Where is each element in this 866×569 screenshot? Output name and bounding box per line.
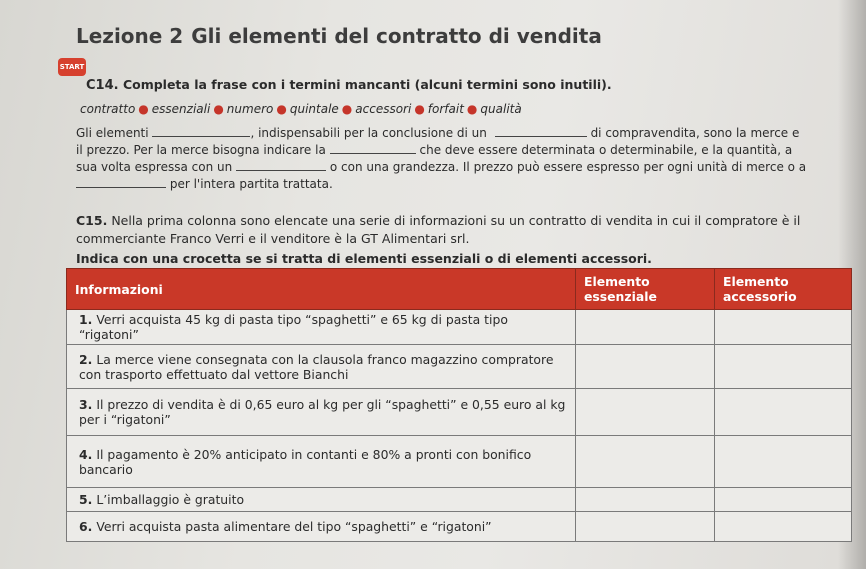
start-badge: START (58, 58, 86, 76)
bullet-icon: ● (414, 102, 425, 116)
row-text: Il prezzo di vendita è di 0,65 euro al kg per gli “spaghetti” e 0,55 euro al kg per i “rigatoni” (79, 397, 566, 427)
cloze-text: o con una grandezza. Il prezzo può essere espresso per ogni unità di merce o a (329, 160, 807, 174)
blank-field[interactable] (152, 126, 250, 137)
exercise-description: Nella prima colonna sono elencate una serie di informazioni su un contratto di vendita in cui il compratore è il commerciante Franco Verri e il venditore è la GT Alimentari srl. (76, 213, 801, 246)
header-essenziale: Elemento essenziale (576, 269, 715, 310)
cloze-line-2 (76, 143, 792, 157)
cloze-text: il prezzo. Per la merce bisogna indicare la (76, 143, 326, 157)
row-info (67, 488, 576, 512)
word-bank-item: qualità (480, 102, 522, 116)
cloze-text: Gli elementi (76, 126, 149, 140)
classification-table (66, 268, 852, 542)
exercise-c15-instruction: Indica con una crocetta se si tratta di elementi essenziali o di elementi accessori. (76, 251, 652, 266)
row-text: Verri acquista pasta alimentare del tipo “spaghetti” e “rigatoni” (96, 519, 492, 534)
bullet-icon: ● (276, 102, 287, 116)
cloze-text: per l'intera partita trattata. (169, 177, 333, 191)
blank-field[interactable] (495, 126, 587, 137)
table-row (67, 310, 852, 345)
row-info (67, 436, 576, 488)
page-title (76, 24, 602, 48)
checkbox-accessorio[interactable] (715, 512, 852, 542)
row-number: 6. (79, 519, 93, 534)
exercise-c15-text (76, 212, 856, 248)
checkbox-essenziale[interactable] (576, 389, 715, 436)
table-header-row (67, 269, 852, 310)
row-number: 3. (79, 397, 93, 412)
row-number: 1. (79, 312, 93, 327)
word-bank-item: accessori (355, 102, 412, 116)
header-accessorio: Elemento accessorio (715, 269, 852, 310)
row-text: La merce viene consegnata con la clausola franco magazzino compratore con trasporto effettuato dal vettore Bianchi (79, 351, 554, 382)
row-text: Verri acquista 45 kg di pasta tipo “spaghetti” e 65 kg di pasta tipo “rigatoni” (79, 312, 508, 342)
table-row (67, 389, 852, 436)
checkbox-accessorio[interactable] (715, 488, 852, 512)
word-bank (80, 102, 522, 116)
cloze-line-3 (76, 160, 806, 174)
row-info (67, 512, 576, 542)
exercise-instruction: Completa la frase con i termini mancanti (alcuni termini sono inutili). (122, 77, 612, 92)
row-number: 4. (79, 446, 93, 462)
lesson-title: Gli elementi del contratto di vendita (191, 24, 602, 48)
row-info (67, 345, 576, 389)
cloze-line-1 (76, 126, 799, 140)
word-bank-item: essenziali (151, 102, 211, 116)
bullet-icon: ● (138, 102, 149, 116)
exercise-c14-prompt (86, 77, 612, 93)
row-text: L’imballaggio è gratuito (96, 492, 245, 507)
cloze-text: , indispensabili per la conclusione di un (250, 126, 487, 140)
bullet-icon: ● (213, 102, 224, 116)
bullet-icon: ● (466, 102, 478, 116)
header-informazioni: Informazioni (67, 269, 576, 310)
blank-field[interactable] (236, 160, 326, 171)
checkbox-essenziale[interactable] (576, 488, 715, 512)
word-bank-item: forfait (427, 102, 464, 116)
checkbox-essenziale[interactable] (576, 436, 715, 488)
row-text: Il pagamento è 20% anticipato in contanti e 80% a pronti con bonifico bancario (79, 446, 532, 477)
blank-field[interactable] (330, 143, 416, 154)
table-row (67, 488, 852, 512)
exercise-number: C14. (86, 78, 119, 93)
checkbox-accessorio[interactable] (715, 310, 852, 345)
table-row (67, 345, 852, 389)
checkbox-accessorio[interactable] (715, 345, 852, 389)
row-number: 2. (79, 351, 93, 367)
checkbox-essenziale[interactable] (576, 345, 715, 389)
cloze-text: che deve essere determinata o determinabile, e la quantità, a (419, 143, 793, 157)
checkbox-essenziale[interactable] (576, 512, 715, 542)
cloze-text: di compravendita, sono la merce e (590, 126, 800, 140)
blank-field[interactable] (76, 177, 166, 188)
lesson-label: Lezione 2 (76, 24, 184, 48)
row-info (67, 310, 576, 345)
cloze-text: sua volta espressa con un (76, 160, 233, 174)
table-row (67, 512, 852, 542)
checkbox-accessorio[interactable] (715, 389, 852, 436)
word-bank-item: contratto (80, 102, 136, 116)
row-info (67, 389, 576, 436)
table-row (67, 436, 852, 488)
checkbox-essenziale[interactable] (576, 310, 715, 345)
checkbox-accessorio[interactable] (715, 436, 852, 488)
cloze-line-4 (76, 177, 333, 191)
word-bank-item: numero (226, 102, 274, 116)
exercise-number: C15. (76, 213, 108, 228)
word-bank-item: quintale (289, 102, 339, 116)
bullet-icon: ● (341, 102, 353, 116)
row-number: 5. (79, 492, 93, 507)
